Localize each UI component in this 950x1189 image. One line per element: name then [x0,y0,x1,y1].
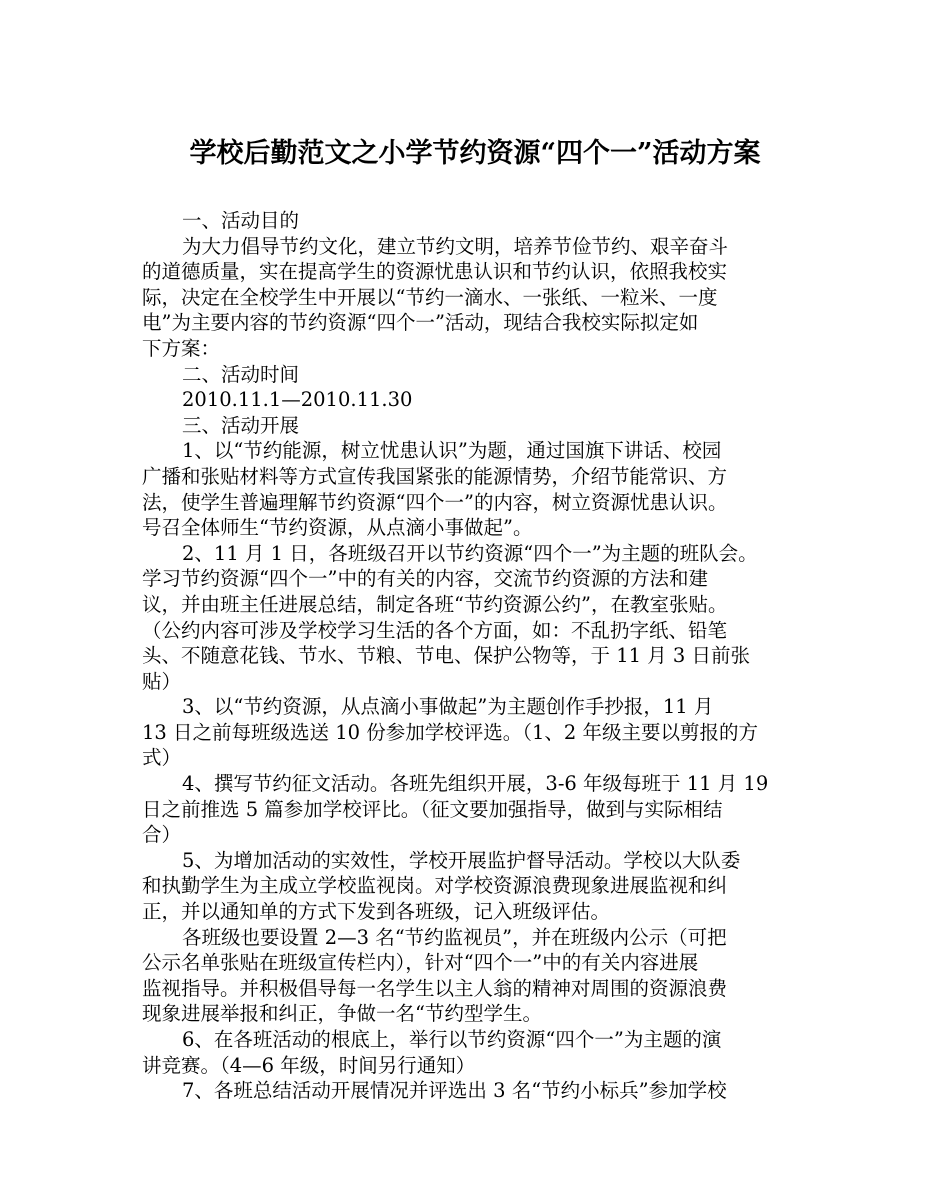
paragraph-line: 各班级也要设置 2—3 名“节约监视员”，并在班级内公示（可把 [182,925,727,949]
paragraph-line: 6、在各班活动的根底上，举行以节约资源“四个一”为主题的演 [182,1028,722,1051]
paragraph-line: 合） [142,823,182,847]
paragraph-line: 为大力倡导节约文化，建立节约文明，培养节俭节约、艰辛奋斗 [182,234,729,258]
paragraph-line: 法，使学生普遍理解节约资源“四个一”的内容，树立资源忧患认识。 [142,490,728,514]
paragraph-line: 4、撰写节约征文活动。各班先组织开展，3-6 年级每班于 11 月 19 [182,772,769,796]
paragraph-line: （公约内容可涉及学校学习生活的各个方面，如：不乱扔字纸、铅笔 [142,618,728,642]
paragraph-line: 2010.11.1—2010.11.30 [182,388,413,412]
paragraph-line: 式） [142,746,182,770]
paragraph-line: 学习节约资源“四个一”中的有关的内容，交流节约资源的方法和建 [142,567,708,591]
paragraph-line: 的道德质量，实在提高学生的资源忧患认识和节约认识，依照我校实 [142,260,728,284]
paragraph-line: 下方案： [142,336,221,360]
paragraph-line: 际，决定在全校学生中开展以“节约一滴水、一张纸、一粒米、一度 [142,285,718,309]
paragraph-line: 和执勤学生为主成立学校监视岗。对学校资源浪费现象进展监视和纠 [142,874,728,898]
paragraph-line: 一、活动目的 [182,209,300,232]
paragraph-line: 2、11 月 1 日，各班级召开以节约资源“四个一”为主题的班队会。 [182,541,758,565]
paragraph-line: 号召全体师生“节约资源，从点滴小事做起”。 [142,516,533,540]
paragraph-line: 7、各班总结活动开展情况并评选出 3 名“节约小标兵”参加学校 [182,1079,727,1103]
paragraph-line: 电”为主要内容的节约资源“四个一”活动，现结合我校实际拟定如 [142,311,699,335]
document-title: 学校后勤范文之小学节约资源“四个一”活动方案 [189,138,761,169]
paragraph-line: 头、不随意花钱、节水、节粮、节电、保护公物等，于 11 月 3 日前张 [142,644,751,668]
document-body [142,208,822,1104]
paragraph-line: 3、以“节约资源，从点滴小事做起”为主题创作手抄报，11 月 [182,695,714,719]
paragraph-line: 1、以“节约能源，树立忧患认识”为题，通过国旗下讲话、校园 [182,439,722,463]
paragraph-line: 监视指导。并积极倡导每一名学生以主人翁的精神对周围的资源浪费 [142,976,728,1000]
paragraph-line: 三、活动开展 [182,413,300,437]
paragraph-line: 5、为增加活动的实效性，学校开展监护督导活动。学校以大队委 [182,848,741,872]
paragraph-line: 正，并以通知单的方式下发到各班级，记入班级评估。 [142,900,611,924]
paragraph-line: 13 日之前每班级选送 10 份参加学校评选。（1、2 年级主要以剪报的方 [142,720,758,744]
paragraph-line: 二、活动时间 [182,362,300,386]
paragraph-line: 广播和张贴材料等方式宣传我国紧张的能源情势，介绍节能常识、方 [142,464,728,488]
paragraph-line: 日之前推选 5 篇参加学校评比。（征文要加强指导，做到与实际相结 [142,797,723,821]
paragraph-line: 贴） [142,669,182,693]
paragraph-line: 讲竞赛。（4—6 年级，时间另行通知） [142,1053,476,1077]
paragraph-line: 议，并由班主任进展总结，制定各班“节约资源公约”，在教室张贴。 [142,592,728,616]
paragraph-line: 现象进展举报和纠正，争做一名“节约型学生。 [142,1002,542,1026]
paragraph-line: 公示名单张贴在班级宣传栏内），针对“四个一”中的有关内容进展 [142,951,699,975]
